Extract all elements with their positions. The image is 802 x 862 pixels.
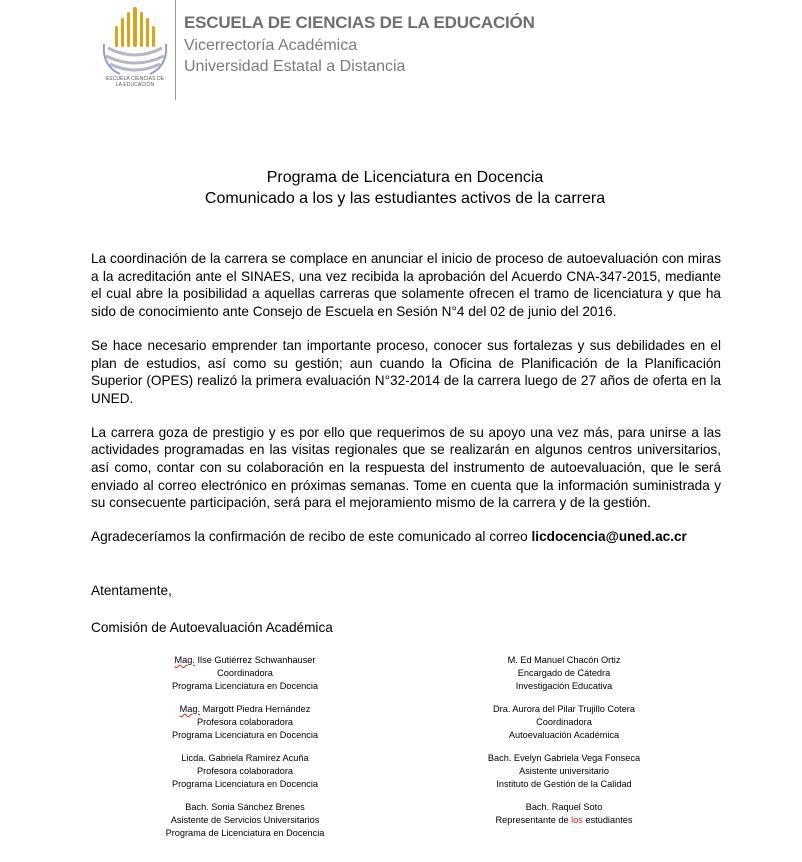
- signatory-right-1: [434, 654, 694, 693]
- header-divider: [175, 0, 176, 100]
- signatory-name: Ilse Gutiérrez Schwanhauser: [194, 655, 316, 665]
- signatory-unit: Instituto de Gestión de la Calidad: [496, 779, 632, 789]
- paragraph-4: [91, 528, 721, 546]
- signatory-name: Bach. Evelyn Gabriela Vega Fonseca: [487, 753, 641, 763]
- signatory-name: Margott Piedra Hernández: [200, 704, 311, 714]
- signatory-right-2: [434, 703, 694, 742]
- paragraph-1: La coordinación de la carrera se complace en anunciar el inicio de proceso de autoevaluación con miras a la acreditación ante el SINAES, una vez recibida la aprobación del Acuerdo CNA-347-2015, mediante el cual abre la posibilidad a aquellas carreras que solamente ofrecen el tramo de licenciatura y que ha sido de conocimiento ante Consejo de Escuela en Sesión N°4 del 02 de junio del 2016.: [91, 251, 721, 320]
- closing-greeting: Atentamente,: [91, 583, 172, 598]
- signatory-unit: Programa Licenciatura en Docencia: [171, 730, 319, 740]
- logo-caption: ESCUELA CIENCIAS DE LA EDUCACIÓN: [105, 76, 165, 88]
- signatory-unit: Programa Licenciatura en Docencia: [171, 681, 319, 691]
- committee-name: Comisión de Autoevaluación Académica: [91, 620, 333, 635]
- signatory-role: Representante de los estudiantes: [495, 815, 633, 825]
- signatory-right-3: [434, 752, 694, 791]
- letter-body: [91, 250, 721, 562]
- signatory-role: Asistente universitario: [519, 766, 609, 776]
- signatory-name: Dra. Aurora del Pilar Trujillo Cotera: [493, 704, 635, 714]
- signatory-role: Coordinadora: [536, 717, 592, 727]
- signatory-unit: Programa de Licenciatura en Docencia: [165, 828, 325, 838]
- signatory-left-2: [115, 703, 375, 742]
- signatory-role: Asistente de Servicios Universitarios: [170, 815, 320, 825]
- signatory-name: Licda. Gabriela Ramírez Acuña: [181, 753, 309, 763]
- paragraph-2: Se hace necesario emprender tan importante proceso, conocer sus fortalezas y sus debilidades en el plan de estudios, así como su gestión; aun cuando la Oficina de Planificación de la Planificación Superior (OPES) realizó la primera evaluación N°32-2014 de la carrera luego de 27 años de oferta en la UNED.: [91, 337, 721, 406]
- paragraph-3: La carrera goza de prestigio y es por ello que requerimos de su apoyo una vez más, para unirse a las actividades programadas en las visitas regionales que se realizarán en algunos centros universitarios, así como, contar con su colaboración en la respuesta del instrumento de autoevaluación, que le será enviado al correo electrónico en próximas semanas. Tome en cuenta que la información suministrada y su consecuente participación, será para el mejoramiento mismo de la carrera y de la gestión.: [91, 424, 721, 511]
- vicerrectoria-name: Vicerrectoría Académica: [184, 37, 358, 54]
- signatory-role: Coordinadora: [217, 668, 273, 678]
- signatory-title: Mag.: [179, 704, 201, 714]
- school-name: ESCUELA DE CIENCIAS DE LA EDUCACIÓN: [184, 13, 535, 32]
- signatory-unit: Investigación Educativa: [515, 681, 613, 691]
- signatory-unit: Programa Licenciatura en Docencia: [171, 779, 319, 789]
- signatory-role: Encargado de Cátedra: [517, 668, 611, 678]
- signatory-left-4: [115, 801, 375, 840]
- contact-email-link[interactable]: licdocencia@uned.ac.cr: [531, 529, 687, 545]
- title-line-1: Programa de Licenciatura en Docencia: [266, 169, 544, 186]
- letterhead: [0, 0, 802, 110]
- signatory-left-3: [115, 752, 375, 791]
- signatory-unit: Autoevaluación Académica: [508, 730, 620, 740]
- signatory-role: Profesora colaboradora: [196, 717, 294, 727]
- document-title: [0, 167, 802, 209]
- signatory-title: Mag.: [174, 655, 195, 665]
- signatory-name: Bach. Sonia Sánchez Brenes: [185, 802, 305, 812]
- signatory-left-1: [115, 654, 375, 693]
- title-line-2: Comunicado a los y las estudiantes activos de la carrera: [204, 190, 606, 207]
- signatory-role: Profesora colaboradora: [196, 766, 294, 776]
- signatory-name: M. Ed Manuel Chacón Ortiz: [507, 655, 621, 665]
- signatory-right-4: [434, 801, 694, 827]
- signatory-name: Bach. Raquel Soto: [525, 802, 603, 812]
- spellcheck-highlight: los: [571, 815, 583, 825]
- confirmation-text: Agradeceríamos la confirmación de recibo de este comunicado al correo: [91, 529, 528, 545]
- university-name: Universidad Estatal a Distancia: [184, 58, 406, 75]
